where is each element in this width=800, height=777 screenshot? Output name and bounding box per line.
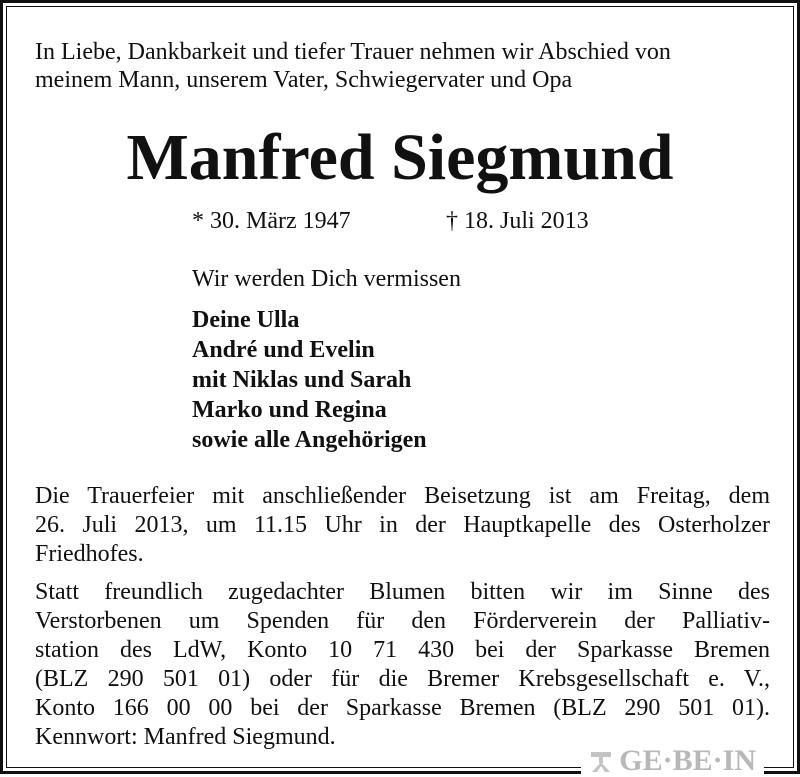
donation-line: Verstorbenen um Spenden für den Förderverein der Palliativ-	[35, 608, 770, 634]
intro-line: In Liebe, Dankbarkeit und tiefer Trauer nehmen wir Abschied von	[35, 39, 671, 65]
funeral-line: 26. Juli 2013, um 11.15 Uhr in der Hauptkapelle des Osterholzer	[35, 512, 770, 538]
intro-line: meinem Mann, unserem Vater, Schwiegervater und Opa	[35, 67, 573, 93]
mourner: André und Evelin	[192, 337, 375, 363]
birth-date: * 30. März 1947	[192, 208, 351, 234]
farewell-text: Wir werden Dich vermissen	[192, 266, 461, 292]
donation-line: (BLZ 290 501 01) oder für die Bremer Krebsgesellschaft e. V.,	[35, 666, 770, 692]
donation-line: station des LdW, Konto 10 71 430 bei der Sparkasse Bremen	[35, 637, 770, 663]
mourner: mit Niklas und Sarah	[192, 367, 412, 393]
mourners-list	[192, 305, 427, 455]
gebein-logo	[581, 744, 764, 777]
gebein-logo-icon	[589, 750, 613, 772]
death-date: † 18. Juli 2013	[446, 208, 589, 234]
funeral-line: Die Trauerfeier mit anschließender Beisetzung ist am Freitag, dem	[35, 483, 770, 509]
mourner: Marko und Regina	[192, 397, 387, 423]
donation-line: Konto 166 00 00 bei der Sparkasse Bremen (BLZ 290 501 01).	[35, 695, 770, 721]
donation-line: Kennwort: Manfred Siegmund.	[35, 724, 336, 750]
donation-line: Statt freundlich zugedachter Blumen bitten wir im Sinne des	[35, 579, 770, 605]
mourner: sowie alle Angehörigen	[192, 427, 427, 453]
funeral-line: Friedhofes.	[35, 541, 144, 567]
deceased-name: Manfred Siegmund	[126, 121, 674, 194]
gebein-logo-text: GE·BE·IN	[619, 744, 756, 777]
mourner: Deine Ulla	[192, 307, 300, 333]
